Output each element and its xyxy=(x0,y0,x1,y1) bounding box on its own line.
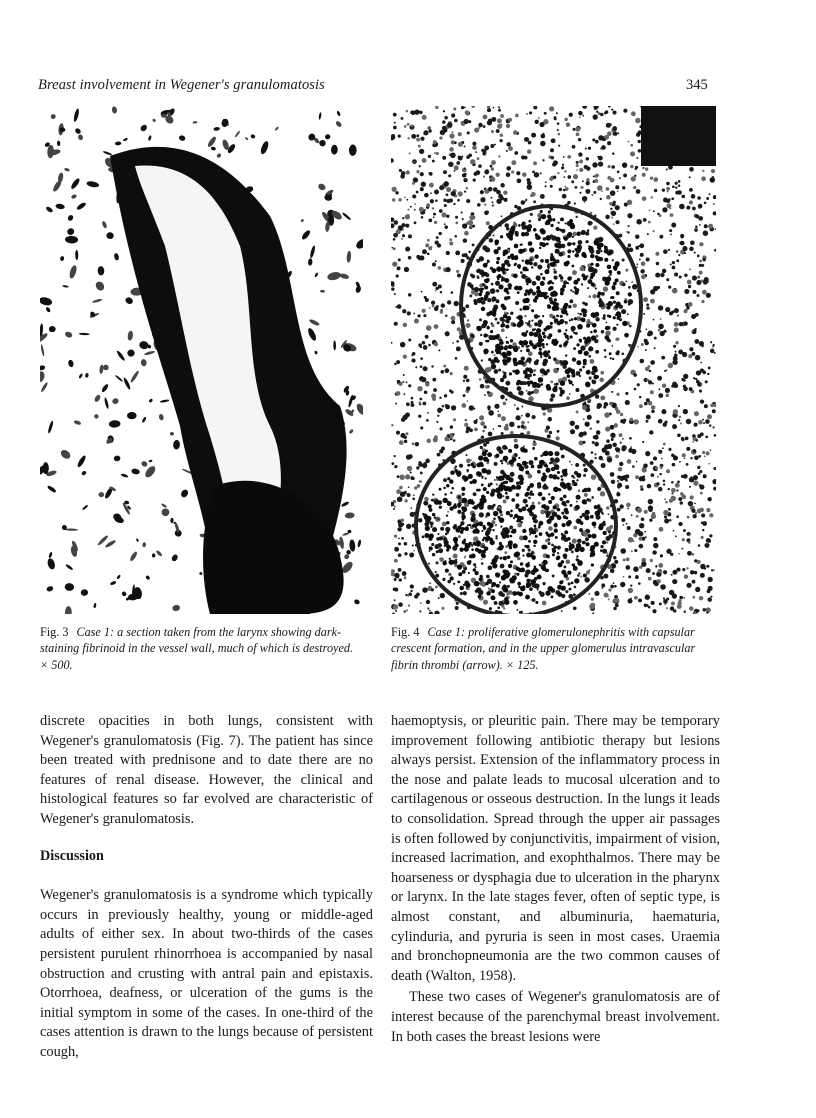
paragraph-breast-involvement: These two cases of Wegener's granulomatosis are of interest because of the parenchymal breast involvement. In both cases the breast lesions were xyxy=(391,989,720,1045)
figure-3-label: Fig. 3 xyxy=(40,625,69,639)
figure-3-caption xyxy=(40,624,362,673)
page-number: 345 xyxy=(686,77,708,93)
figure-4-caption xyxy=(391,624,717,673)
paragraph-case-summary: discrete opacities in both lungs, consistent with Wegener's granulomatosis (Fig. 7). The patient has since been treated with prednisone and to date there are no features of renal disease. However, the clinical and histological features so far evolved are characteristic of Wegener's granulomatosis. xyxy=(40,713,373,827)
right-column xyxy=(391,712,720,1047)
paragraph-clinical-course: haemoptysis, or pleuritic pain. There may be temporary improvement following antibiotic therapy but lesions always persist. Extension of the inflammatory process in the nose and palate leads to mucosal ulceration and to cartilagenous or osseous destruction. In the lungs it leads to consolidation. Spread through the upper air passages is often followed by conjunctivitis, impairment of vision, increased lacrimation, and exophthalmos. There may be hoarseness or dysphagia due to ulceration in the pharynx or larynx. In the late stages fever, often of septic type, is almost constant, and albuminuria, haematuria, cylinduria, and pyruria is seen in most cases. Uraemia and bronchopneumonia are the two common causes of death (Walton, 1958). xyxy=(391,713,720,984)
figure-3-caption-text: Case 1: a section taken from the larynx showing dark-staining fibrinoid in the vessel wall, much of which is destroyed. × 500. xyxy=(40,625,354,672)
figure-3-micrograph xyxy=(40,106,363,614)
larynx-section-image xyxy=(40,106,363,614)
figure-4-caption-text: Case 1: proliferative glomerulonephritis with capsular crescent formation, and in the upper glomerulus intravascular fibrin thrombi (arrow). × 125. xyxy=(391,625,696,672)
paragraph-discussion-intro: Wegener's granulomatosis is a syndrome which typically occurs in previously healthy, young or middle-aged adults of either sex. In about two-thirds of the cases persistent purulent rhinorrhoea is accompanied by nasal obstruction and crusting with antral pain and epistaxis. Otorrhoea, deafness, or ulceration of the gums is the initial symptom in some of the cases. In one-third of the cases attention is drawn to the lungs because of persistent cough, xyxy=(40,887,373,1060)
figure-4-micrograph xyxy=(391,106,716,614)
discussion-heading: Discussion xyxy=(40,847,104,864)
glomerulonephritis-image xyxy=(391,106,716,614)
figure-4-label: Fig. 4 xyxy=(391,625,420,639)
running-title: Breast involvement in Wegener's granulomatosis xyxy=(38,77,325,93)
left-column xyxy=(40,712,373,1063)
